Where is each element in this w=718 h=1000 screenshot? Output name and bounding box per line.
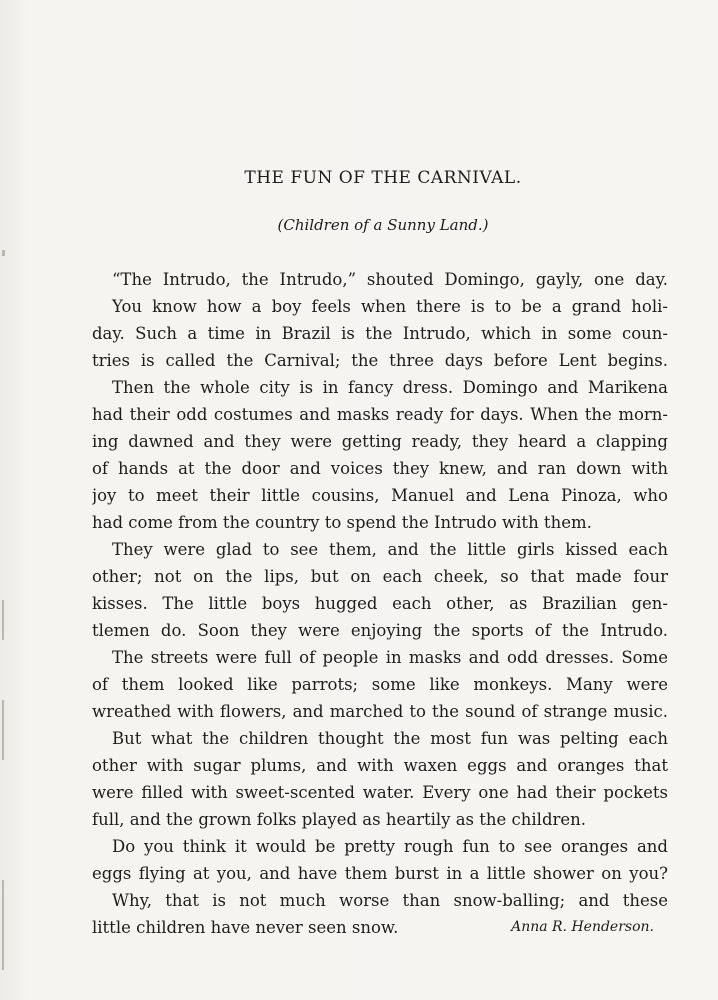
text-line: were filled with sweet-scented water. Every one had their pockets (92, 783, 668, 802)
edge-mark (2, 700, 4, 760)
text-line: They were glad to see them, and the little girls kissed each (112, 540, 668, 559)
text-line: day. Such a time in Brazil is the Intrudo, which in some coun- (92, 324, 668, 343)
text-line: wreathed with flowers, and marched to the sound of strange music. (92, 702, 668, 721)
text-line: full, and the grown folks played as heartily as the children. (92, 810, 587, 829)
text-line: kisses. The little boys hugged each other, as Brazilian gen- (92, 594, 668, 613)
text-line: eggs flying at you, and have them burst in a little shower on you? (92, 864, 668, 883)
text-line: little children have never seen snow. (92, 918, 399, 937)
text-line: had come from the country to spend the Intrudo with them. (92, 513, 592, 532)
text-line: other; not on the lips, but on each cheek, so that made four (92, 567, 668, 586)
article-body (92, 266, 668, 941)
author-signature: Anna R. Henderson. (511, 919, 654, 935)
text-line: joy to meet their little cousins, Manuel and Lena Pinoza, who (92, 486, 668, 505)
page-title: THE FUN OF THE CARNIVAL. (244, 168, 522, 188)
final-row (92, 914, 668, 941)
text-line: ing dawned and they were getting ready, they heard a clapping (92, 432, 668, 451)
text-line: Why, that is not much worse than snow-balling; and these (112, 891, 668, 910)
text-line: But what the children thought the most fun was pelting each (112, 729, 668, 748)
text-line: tries is called the Carnival; the three days before Lent begins. (92, 351, 668, 370)
edge-mark (2, 600, 4, 640)
text-line: other with sugar plums, and with waxen eggs and oranges that (92, 756, 668, 775)
text-line: Do you think it would be pretty rough fun to see oranges and (112, 837, 668, 856)
text-line: The streets were full of people in masks and odd dresses. Some (112, 648, 668, 667)
text-line: tlemen do. Soon they were enjoying the sports of the Intrudo. (92, 621, 668, 640)
subtitle: (Children of a Sunny Land.) (277, 216, 489, 234)
text-line: You know how a boy feels when there is to be a grand holi- (112, 297, 668, 316)
text-line: of hands at the door and voices they knew, and ran down with (92, 459, 668, 478)
text-line: Then the whole city is in fancy dress. Domingo and Marikena (112, 378, 668, 397)
text-line: had their odd costumes and masks ready for days. When the morn- (92, 405, 668, 424)
text-line: “The Intrudo, the Intrudo,” shouted Domingo, gayly, one day. (112, 270, 668, 289)
edge-mark (2, 880, 4, 970)
edge-mark (2, 250, 5, 256)
text-line: of them looked like parrots; some like monkeys. Many were (92, 675, 668, 694)
